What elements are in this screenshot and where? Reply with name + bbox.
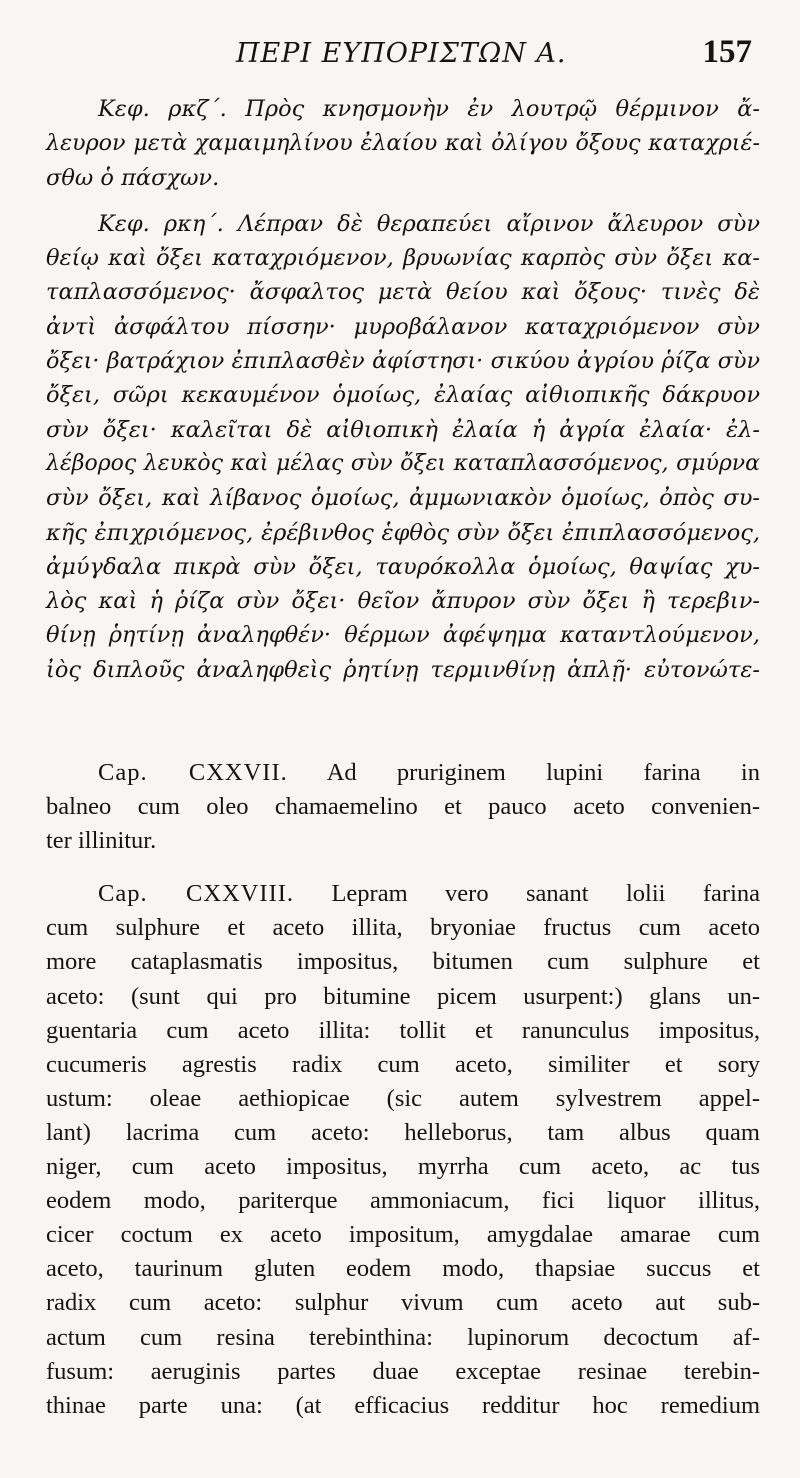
text-line: guentaria cum aceto illita: tollit et ranunculus impositus, bbox=[46, 1016, 760, 1044]
text-line: λευρον μετὰ χαμαιμηλίνου ἐλαίου καὶ ὀλίγου ὄξους καταχριέ- bbox=[46, 130, 760, 157]
text-line: ταπλασσόμενος· ἄσφαλτος μετὰ θείου καὶ ὄξους· τινὲς δὲ bbox=[46, 279, 760, 306]
text-line: thinae parte una: (at efficacius redditur hoc remedium bbox=[46, 1391, 760, 1419]
text-line bbox=[46, 756, 760, 790]
text-line: Κεφ. ρκη΄. Λέπραν δὲ θεραπεύει αἴρινον ἄλευρον σὺν bbox=[98, 210, 760, 237]
latin-paragraph-128 bbox=[46, 877, 760, 1423]
greek-text bbox=[46, 92, 760, 687]
text-line: ter illinitur. bbox=[46, 827, 157, 855]
text-line: ἀμύγδαλα πικρὰ σὺν ὄξει, ταυρόκολλα ὁμοίως, θαψίας χυ- bbox=[46, 553, 760, 580]
text-line: θίνῃ ῥητίνῃ ἀναληφθέν· θέρμων ἀφέψημα καταντλούμενον, bbox=[46, 622, 760, 649]
text-line: ὄξει, σῶρι κεκαυμένον ὁμοίως, ἐλαίας αἰθιοπικῆς δάκρυον bbox=[46, 382, 760, 409]
line-text: Lepram vero sanant lolii farina bbox=[331, 880, 761, 908]
text-line: ἰὸς διπλοῦς ἀναληφθεὶς ῥητίνῃ τερμινθίνῃ ἁπλῇ· εὐτονώτε- bbox=[46, 656, 760, 683]
running-head: ΠΕΡΙ ΕΥΠΟΡΙΣΤΩΝ Α. bbox=[236, 38, 567, 69]
text-line: ὄξει· βατράχιον ἐπιπλασθὲν ἀφίστησι· σικύου ἀγρίου ῥίζα σὺν bbox=[46, 348, 760, 375]
text-line: σὺν ὄξει· καλεῖται δὲ αἰθιοπικὴ ἐλαία ἡ ἀγρία ἐλαία· ἐλ- bbox=[46, 416, 760, 443]
text-line: ἀντὶ ἀσφάλτου πίσσην· μυροβάλανον καταχριόμενον σὺν bbox=[46, 313, 760, 340]
text-line: λὸς καὶ ἡ ῥίζα σὺν ὄξει· θεῖον ἄπυρον σὺν ὄξει ἢ τερεβιν- bbox=[46, 588, 760, 615]
text-line: κῆς ἐπιχριόμενος, ἐρέβινθος ἑφθὸς σὺν ὄξει ἐπιπλασσόμενος, bbox=[46, 519, 760, 546]
text-line: radix cum aceto: sulphur vivum cum aceto aut sub- bbox=[46, 1289, 760, 1317]
text-line: lant) lacrima cum aceto: helleborus, tam albus quam bbox=[46, 1118, 760, 1146]
text-line: σθω ὁ πάσχων. bbox=[46, 164, 220, 191]
text-line: aceto: (sunt qui pro bitumine picem usurpent:) glans un- bbox=[46, 982, 760, 1010]
greek-paragraph-128 bbox=[46, 207, 760, 687]
chapter-label: Cap. CXXVIII. bbox=[98, 880, 295, 908]
page-header bbox=[0, 30, 800, 80]
latin-paragraph-127 bbox=[46, 756, 760, 858]
text-line: eodem modo, pariterque ammoniacum, fici liquor illitus, bbox=[46, 1187, 760, 1215]
text-line: actum cum resina terebinthina: lupinorum decoctum af- bbox=[46, 1323, 760, 1351]
text-line: cucumeris agrestis radix cum aceto, similiter et sory bbox=[46, 1050, 760, 1078]
text-line: fusum: aeruginis partes duae exceptae resinae terebin- bbox=[46, 1357, 760, 1385]
chapter-label: Cap. CXXVII. bbox=[98, 759, 288, 786]
text-line: λέβορος λευκὸς καὶ μέλας σὺν ὄξει καταπλασσόμενος, σμύρνα bbox=[46, 450, 760, 476]
text-line: cicer coctum ex aceto impositum, amygdalae amarae cum bbox=[46, 1221, 760, 1249]
text-line: balneo cum oleo chamaemelino et pauco aceto convenien- bbox=[46, 793, 760, 821]
text-line: Κεφ. ρκζ΄. Πρὸς κνησμονὴν ἐν λουτρῷ θέρμινον ἄ- bbox=[98, 96, 760, 122]
text-line: niger, cum aceto impositus, myrrha cum aceto, ac tus bbox=[46, 1153, 760, 1181]
greek-paragraph-127 bbox=[46, 92, 760, 195]
page-number: 157 bbox=[702, 34, 752, 70]
text-line: aceto, taurinum gluten eodem modo, thapsiae succus et bbox=[46, 1255, 760, 1283]
text-line bbox=[46, 877, 760, 911]
line-text: Ad pruriginem lupini farina in bbox=[326, 759, 760, 786]
text-line: θείῳ καὶ ὄξει καταχριόμενον, βρυωνίας καρπὸς σὺν ὄξει κα- bbox=[46, 245, 760, 272]
latin-text bbox=[46, 756, 760, 1423]
text-line: cum sulphure et aceto illita, bryoniae fructus cum aceto bbox=[46, 914, 760, 942]
text-line: ustum: oleae aethiopicae (sic autem sylvestrem appel- bbox=[46, 1084, 760, 1112]
text-line: more cataplasmatis impositus, bitumen cum sulphure et bbox=[46, 948, 760, 976]
text-line: σὺν ὄξει, καὶ λίβανος ὁμοίως, ἀμμωνιακὸν ὁμοίως, ὀπὸς συ- bbox=[46, 485, 760, 512]
